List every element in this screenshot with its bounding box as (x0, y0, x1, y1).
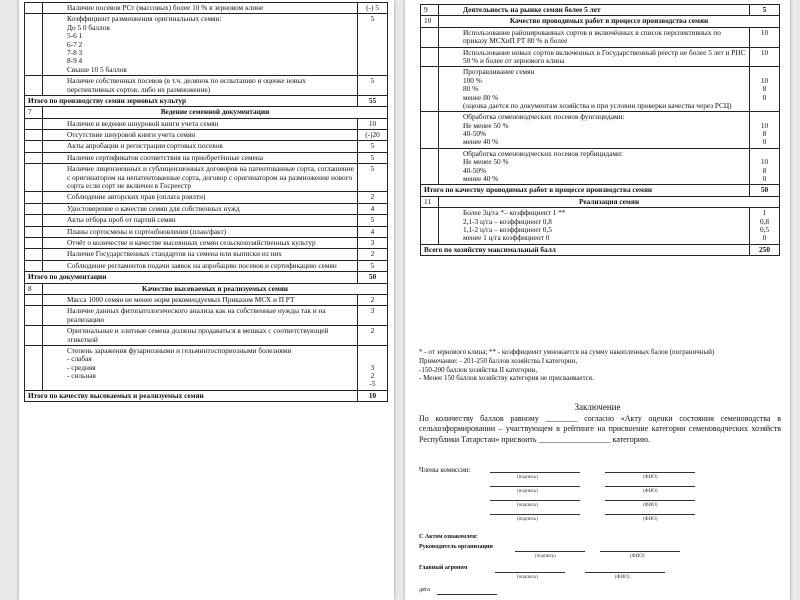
criterion-points: 5 (358, 260, 388, 271)
total-points: 250 (750, 244, 780, 255)
sign-line (490, 486, 580, 487)
table-row (25, 215, 388, 226)
fio-caption: (ФИО) (643, 503, 658, 508)
sign-caption: (подпись) (517, 489, 538, 494)
criterion-text: Наличие Государственных стандартов на семена или выписки из них (43, 249, 358, 260)
row-number (421, 208, 439, 245)
criterion-points: 10 (358, 118, 388, 129)
criterion-text: Степень заражения фузариозными и гельминтоспориозными болезнями - слабая - средняя - сильная (43, 345, 358, 390)
agro-fio-line (585, 572, 665, 573)
criterion-text: Обработка семеноводческих посевов фунгицидами: Не менее 50 % 40-50% менее 40 % (439, 112, 750, 149)
agro-fio-caption: (ФИО) (615, 575, 630, 580)
conclusion-text: По количеству баллов равному ________ согласно «Акту оценки состояния семеноводства в сельхозформировании – участвующем в рейтинге на присвоение категории семеноводческих хозяйств Республики Татарстан» присвоить __________________ категорию. (419, 414, 781, 444)
table-row (421, 16, 780, 27)
table-row (421, 5, 780, 16)
table-row (421, 47, 780, 67)
criterion-points: 4 (358, 203, 388, 214)
row-number (25, 152, 43, 163)
criterion-points: 10 8 0 (750, 112, 780, 149)
sign-line (490, 500, 580, 501)
sign-line (490, 472, 580, 473)
table-row (421, 112, 780, 149)
total-points: 55 (358, 95, 388, 106)
table-row (25, 76, 388, 96)
criterion-points: 1 0,8 0,5 0 (750, 208, 780, 245)
criterion-text: Наличие сертификатов соответствия на приобретённые семена (43, 152, 358, 163)
row-number (25, 249, 43, 260)
sign-line (490, 514, 580, 515)
agro-sign-caption: (подпись) (517, 575, 538, 580)
row-number (25, 260, 43, 271)
date-label: дата (419, 587, 430, 593)
table-row (421, 148, 780, 185)
criterion-text: Акты апробации и регистрации сортовых посевов (43, 141, 358, 152)
criterion-points: 10 8 0 (750, 148, 780, 185)
criterion-text: Обработка семеноводческих посевов гербицидами: Не менее 50 % 40-50% менее 40 % (439, 148, 750, 185)
total-label: Итого по документации (25, 272, 358, 283)
criterion-text: Масса 1000 семян не менее норм рекомендуемых Приказом МСХ и П РТ (43, 294, 358, 305)
criterion-text: Соблюдение авторских прав (оплата роялти) (43, 192, 358, 203)
table-row (25, 130, 388, 141)
row-number (25, 215, 43, 226)
head-sign-caption: (подпись) (535, 554, 556, 559)
table-row (25, 203, 388, 214)
table-row (25, 249, 388, 260)
table-row (25, 118, 388, 129)
row-number (25, 76, 43, 96)
section-title: Ведение семенной документации (43, 107, 388, 118)
row-number (421, 112, 439, 149)
fio-line (605, 486, 695, 487)
row-number: 9 (421, 5, 439, 16)
row-number (421, 67, 439, 112)
criterion-points: 2 (358, 249, 388, 260)
sign-caption: (подпись) (517, 517, 538, 522)
table-row (25, 152, 388, 163)
table-row (421, 185, 780, 196)
section-number: 11 (421, 196, 439, 207)
row-number (25, 237, 43, 248)
table-row (25, 164, 388, 192)
total-label: Итого по качеству проводимых работ в процессе производства семян (421, 185, 750, 196)
footnote: * - от зернового клина; ** - коэффициент умножается на сумму накопленных балов (пограничный) Примечание: - 201-250 баллов хозяйства I категории, -150-200 баллов хозяйства II категории, - Менее 150 баллов хозяйству категория не присваивается. (419, 348, 715, 383)
conclusion-title: Заключение (574, 402, 621, 412)
criterion-points: 5 (358, 215, 388, 226)
row-number (421, 47, 439, 67)
criterion-points: 2 (358, 326, 388, 346)
head-fio-caption: (ФИО) (630, 554, 645, 559)
fio-caption: (ФИО) (643, 475, 658, 480)
criterion-text: Коэффициент размножения оригинальных семян: До 5 0 баллов 5-6 1 6-7 2 7-8 3 8-9 4 Свыше 10 5 баллов (43, 14, 358, 76)
row-number (25, 345, 43, 390)
row-number (25, 294, 43, 305)
row-number (25, 130, 43, 141)
row-number (25, 3, 43, 14)
criterion-points: 10 8 0 (750, 67, 780, 112)
fio-caption: (ФИО) (643, 489, 658, 494)
table-row (25, 283, 388, 294)
agronomist-label: Главный агроном (419, 565, 468, 571)
left-criteria-table (24, 2, 388, 402)
left-page (19, 0, 394, 600)
section-number: 8 (25, 283, 43, 294)
fio-caption: (ФИО) (643, 517, 658, 522)
criterion-points: 2 (358, 294, 388, 305)
row-number (421, 148, 439, 185)
criterion-points: 2 (358, 192, 388, 203)
table-row (25, 141, 388, 152)
right-criteria-table (420, 4, 780, 256)
members-label: Члены комиссии: (419, 466, 471, 474)
row-number (25, 306, 43, 326)
section-number: 7 (25, 107, 43, 118)
table-row (421, 27, 780, 47)
row-number (421, 27, 439, 47)
table-row (25, 3, 388, 14)
table-row (25, 390, 388, 401)
table-row (25, 260, 388, 271)
fio-line (605, 514, 695, 515)
table-row (25, 192, 388, 203)
total-points: 50 (750, 185, 780, 196)
row-number (25, 326, 43, 346)
criterion-points: 4 (358, 226, 388, 237)
head-label: Руководитель организации (419, 544, 493, 550)
row-number (25, 118, 43, 129)
section-title: Реализация семян (439, 196, 780, 207)
row-number (25, 226, 43, 237)
table-row (25, 237, 388, 248)
row-number (25, 164, 43, 192)
criterion-points: 10 (750, 27, 780, 47)
section-title: Качество проводимых работ в процессе производства семян (439, 16, 780, 27)
row-number (25, 203, 43, 214)
criterion-points: 3 (358, 306, 388, 326)
fio-line (605, 472, 695, 473)
table-row (25, 326, 388, 346)
criterion-text: Наличие и ведение шнуровой книги учета семян (43, 118, 358, 129)
criterion-text: Деятельность на рынке семян более 5 лет (439, 5, 750, 16)
total-points: 50 (358, 272, 388, 283)
total-label: Итого по качеству высеваемых и реализуемых семян (25, 390, 358, 401)
criterion-points: 5 (358, 76, 388, 96)
table-row (25, 294, 388, 305)
acquainted-label: С Актом ознакомлен: (419, 534, 478, 540)
criterion-text: Наличие посевов РСт (массовых) более 10 % в зерновом клине (43, 3, 358, 14)
criterion-text: Планы сортосмены и сортообновления (план/факт) (43, 226, 358, 237)
fio-line (605, 500, 695, 501)
table-row (421, 196, 780, 207)
sign-caption: (подпись) (517, 503, 538, 508)
section-title: Качество высеваемых и реализуемых семян (43, 283, 388, 294)
table-row (25, 14, 388, 76)
date-line (437, 594, 497, 595)
table-row (25, 95, 388, 106)
table-row (421, 208, 780, 245)
criterion-points: 5 (358, 141, 388, 152)
criterion-text: Наличие собственных посевов (в т.ч. делянок по испытанию и оценке новых перспективных сортов, либо их размножение) (43, 76, 358, 96)
head-fio-line (600, 551, 680, 552)
criterion-text: Протравливание семян 100 % 80 % менее 80 % (оценка дается по документам хозяйства и при условии проверки качества через РСЦ) (439, 67, 750, 112)
table-row (25, 306, 388, 326)
table-row (421, 244, 780, 255)
criterion-points: 5 (750, 5, 780, 16)
table-row (25, 107, 388, 118)
criterion-points: (-) 5 (358, 3, 388, 14)
total-points: 10 (358, 390, 388, 401)
criterion-points: 3 2 -5 (358, 345, 388, 390)
criterion-text: Отсутствие шнуровой книги учета семян (43, 130, 358, 141)
criterion-text: Соблюдение регламентов подачи заявок на апробацию посевов и сертификацию семян (43, 260, 358, 271)
criterion-text: Использование новых сортов включенных в Государственный реестр не более 5 лет и РНС 50 % и более от зернового клина (439, 47, 750, 67)
table-row (25, 272, 388, 283)
section-number: 10 (421, 16, 439, 27)
total-label: Всего по хозяйству максимальный балл (421, 244, 750, 255)
criterion-points: 10 (750, 47, 780, 67)
table-row (421, 67, 780, 112)
criterion-points: 5 (358, 152, 388, 163)
agro-sign-line (495, 572, 565, 573)
criterion-points: (-)20 (358, 130, 388, 141)
sign-caption: (подпись) (517, 475, 538, 480)
criterion-text: Оригинальные и элитные семена должны продаваться в мешках с соответствующей этикеткой (43, 326, 358, 346)
table-row (25, 345, 388, 390)
criterion-text: Использование районированных сортов и включённых в список перспективных по приказу МСХиП РТ 80 % и более (439, 27, 750, 47)
head-sign-line (515, 551, 585, 552)
criterion-points: 5 (358, 14, 388, 76)
right-page (405, 0, 790, 600)
row-number (25, 141, 43, 152)
criterion-text: Отчёт о количестве и качестве высеянных семян сельскохозяйственных культур (43, 237, 358, 248)
total-label: Итого по производству семян зерновых культур (25, 95, 358, 106)
criterion-points: 3 (358, 237, 388, 248)
criterion-points: 5 (358, 164, 388, 192)
criterion-text: Акты отбора проб от партий семян (43, 215, 358, 226)
criterion-text: Наличие данных фитопатологического анализа как на собственные нужды так и на реализацию (43, 306, 358, 326)
table-row (25, 226, 388, 237)
criterion-text: Наличие лицензионных и сублицензионных договоров на патентованные сорта, соглашение с оригинатором на непатентованные сорта, договор с оригинатором на размножение нового сорта если сорт не включен в Госреестр (43, 164, 358, 192)
criterion-text: Удостоверение о качестве семян для собственных нужд (43, 203, 358, 214)
row-number (25, 14, 43, 76)
row-number (25, 192, 43, 203)
criterion-text: Более 3ц/га *– коэффициент 1 ** 2,1-3 ц/га – коэффициент 0,8 1,1-2 ц/га – коэффициент 0,5 менее 1 ц/га коэффициент 0 (439, 208, 750, 245)
